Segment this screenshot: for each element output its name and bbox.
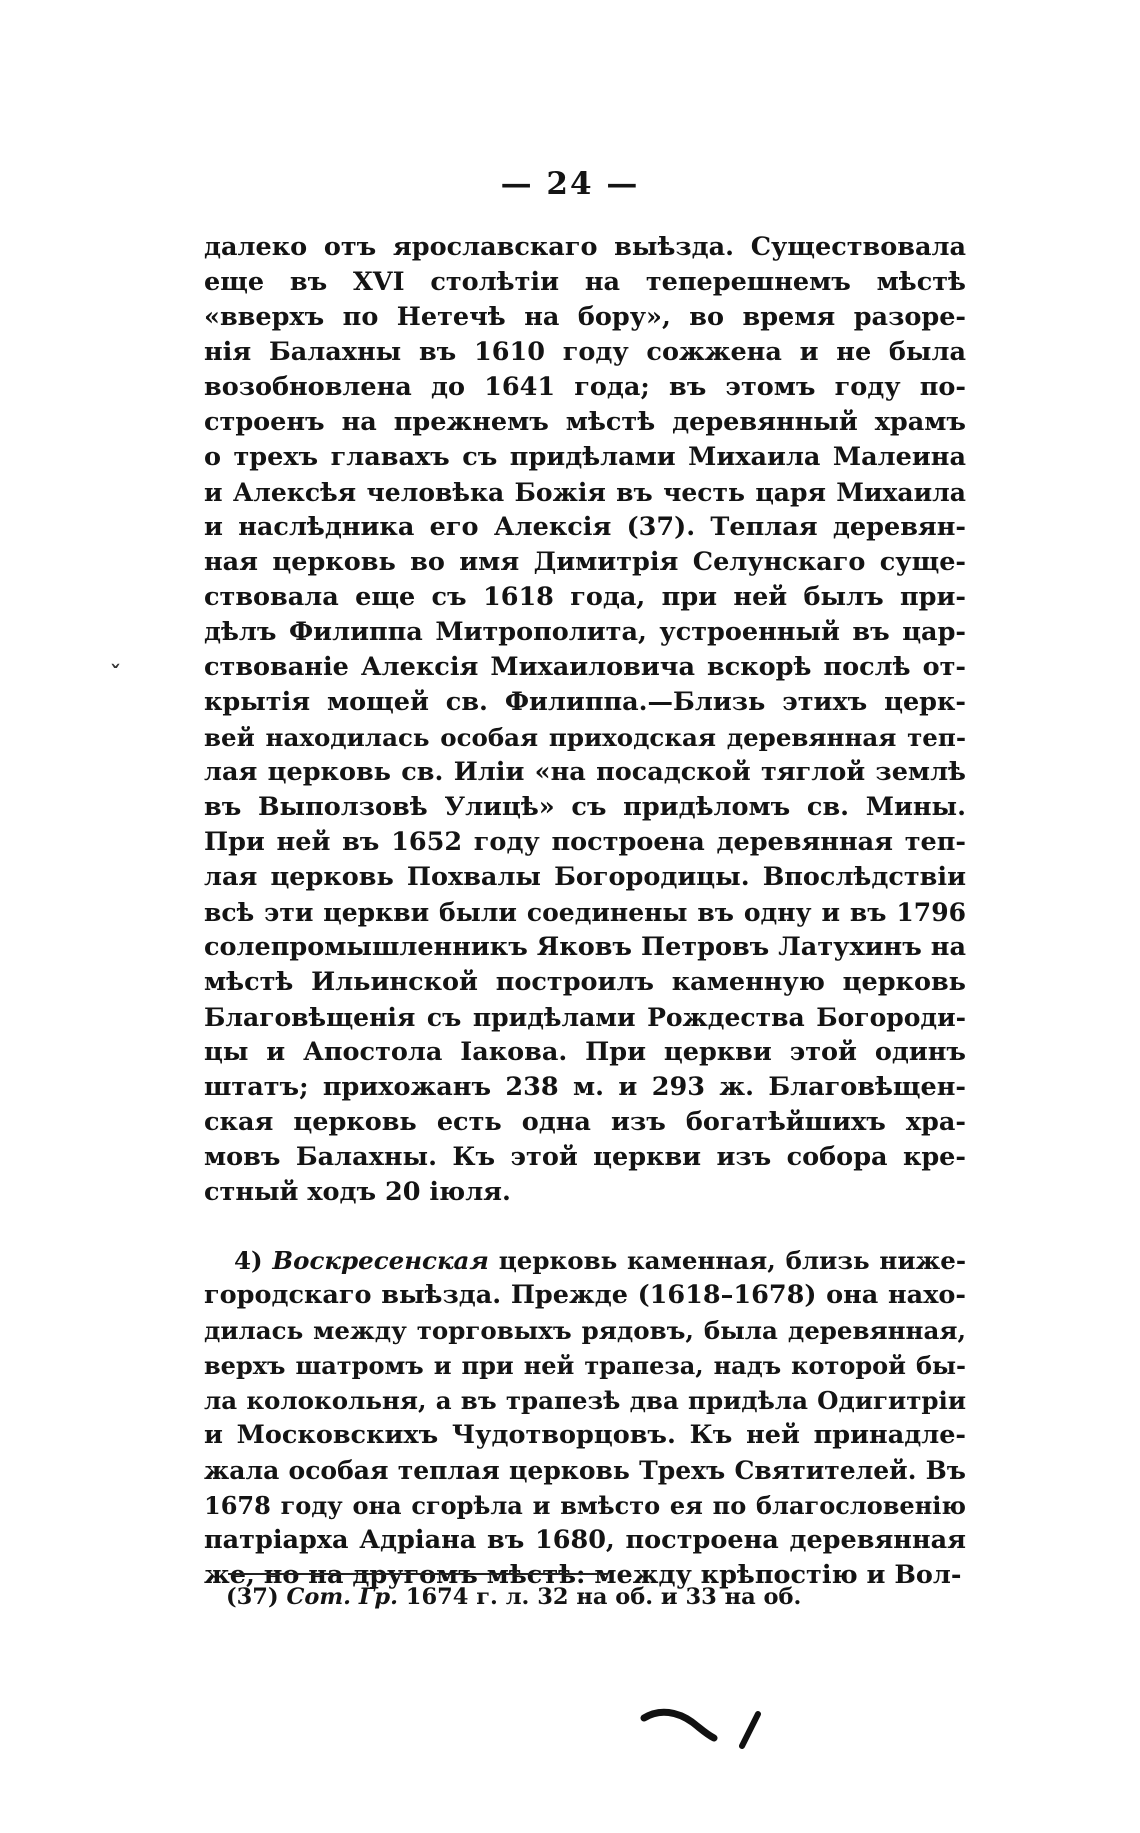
- paragraph-line: жала особая теплая церковь Трехъ Святителей. Въ: [204, 1456, 966, 1485]
- paragraph-line: ла колокольня, а въ трапезѣ два придѣла Одигитріи: [204, 1386, 966, 1415]
- paragraph-line: лая церковь Похвалы Богородицы. Впослѣдствіи: [204, 862, 966, 892]
- paragraph-line: о трехъ главахъ съ придѣлами Михаила Малеина: [204, 442, 966, 472]
- paragraph-line: стный ходъ 20 іюля.: [204, 1177, 511, 1207]
- paragraph-number: 4): [234, 1246, 263, 1275]
- paragraph-gap: [204, 1210, 966, 1243]
- paragraph-line: возобновлена до 1641 года; въ этомъ году по-: [204, 372, 966, 402]
- paragraph-line: дѣлъ Филиппа Митрополита, устроенный въ цар-: [204, 617, 966, 647]
- paragraph-line: строенъ на прежнемъ мѣстѣ деревянный храмъ: [204, 407, 966, 437]
- paragraph-line: верхъ шатромъ и при ней трапеза, надъ которой бы-: [204, 1351, 966, 1380]
- footnote-source: Сот. Гр.: [286, 1584, 398, 1610]
- paragraph-line: въ Выползовѣ Улицѣ» съ придѣломъ св. Мины.: [204, 792, 966, 822]
- paragraph-line: вей находилась особая приходская деревянная теп-: [204, 723, 966, 752]
- paragraph-line: мѣстѣ Ильинской построилъ каменную церковь: [204, 967, 966, 997]
- margin-mark: ˇ: [110, 662, 121, 688]
- paragraph-line: и Алексѣя человѣка Божія въ честь царя Михаила: [204, 478, 966, 507]
- paragraph-line: лая церковь св. Иліи «на посадской тяглой землѣ: [204, 757, 966, 787]
- paragraph-line: еще въ XVI столѣтіи на теперешнемъ мѣстѣ: [204, 267, 966, 297]
- footnote-number: (37): [226, 1584, 279, 1610]
- paragraph-line: крытія мощей св. Филиппа.—Близь этихъ церк-: [204, 687, 966, 717]
- paragraph-1: [204, 230, 966, 1210]
- paragraph-line: ская церковь есть одна изъ богатѣйшихъ хра-: [204, 1107, 966, 1137]
- paragraph-line: штатъ; прихожанъ 238 м. и 293 ж. Благовѣщен-: [204, 1072, 966, 1102]
- body-text: [204, 230, 966, 1593]
- paragraph-line: и наслѣдника его Алексія (37). Теплая деревян-: [204, 512, 966, 542]
- paragraph-line: патріарха Адріана въ 1680, построена деревянная: [204, 1525, 966, 1555]
- paragraph-line: ная церковь во имя Димитрія Селунскаго суще-: [204, 547, 966, 577]
- paragraph-line: мовъ Балахны. Къ этой церкви изъ собора кре-: [204, 1142, 966, 1172]
- page-number: — 24 —: [500, 166, 640, 202]
- paragraph-line: [204, 1243, 966, 1278]
- paragraph-line: При ней въ 1652 году построена деревянная теп-: [204, 827, 966, 857]
- paragraph-line: нія Балахны въ 1610 году сожжена и не была: [204, 337, 966, 367]
- paragraph-line: же, но на другомъ мѣстѣ: между крѣпостію и Вол-: [204, 1560, 962, 1590]
- paragraph-line: солепромышленникъ Яковъ Петровъ Латухинъ на: [204, 932, 966, 962]
- paragraph-line-rest: церковь каменная, близь ниже-: [488, 1246, 966, 1275]
- paragraph-line: 1678 году она сгорѣла и вмѣсто ея по благословенію: [204, 1491, 966, 1520]
- paragraph-line: и Московскихъ Чудотворцовъ. Къ ней принадле-: [204, 1420, 966, 1450]
- paragraph-line: Благовѣщенія съ придѣлами Рождества Богороди-: [204, 1003, 966, 1032]
- paragraph-2: [204, 1243, 966, 1593]
- paragraph-line: цы и Апостола Іакова. При церкви этой одинъ: [204, 1037, 966, 1067]
- paragraph-line: «вверхъ по Нетечѣ на бору», во время разоре-: [204, 302, 966, 332]
- paragraph-line: всѣ эти церкви были соединены въ одну и въ 1796: [204, 898, 966, 927]
- paragraph-line: дилась между торговыхъ рядовъ, была деревянная,: [204, 1316, 966, 1345]
- paragraph-line: ствованіе Алексія Михаиловича вскорѣ послѣ от-: [204, 652, 966, 682]
- ink-scribble: [640, 1700, 770, 1750]
- footnote-text: 1674 г. л. 32 на об. и 33 на об.: [397, 1584, 802, 1610]
- church-name: Воскресенская: [272, 1246, 489, 1275]
- paragraph-line: городскаго выѣзда. Прежде (1618–1678) она нахо-: [204, 1280, 966, 1310]
- paragraph-line: далеко отъ ярославскаго выѣзда. Существовала: [204, 232, 966, 262]
- footnote: [226, 1582, 826, 1612]
- paragraph-line: ствовала еще съ 1618 года, при ней былъ при-: [204, 582, 966, 612]
- footnote-rule: [228, 1573, 608, 1575]
